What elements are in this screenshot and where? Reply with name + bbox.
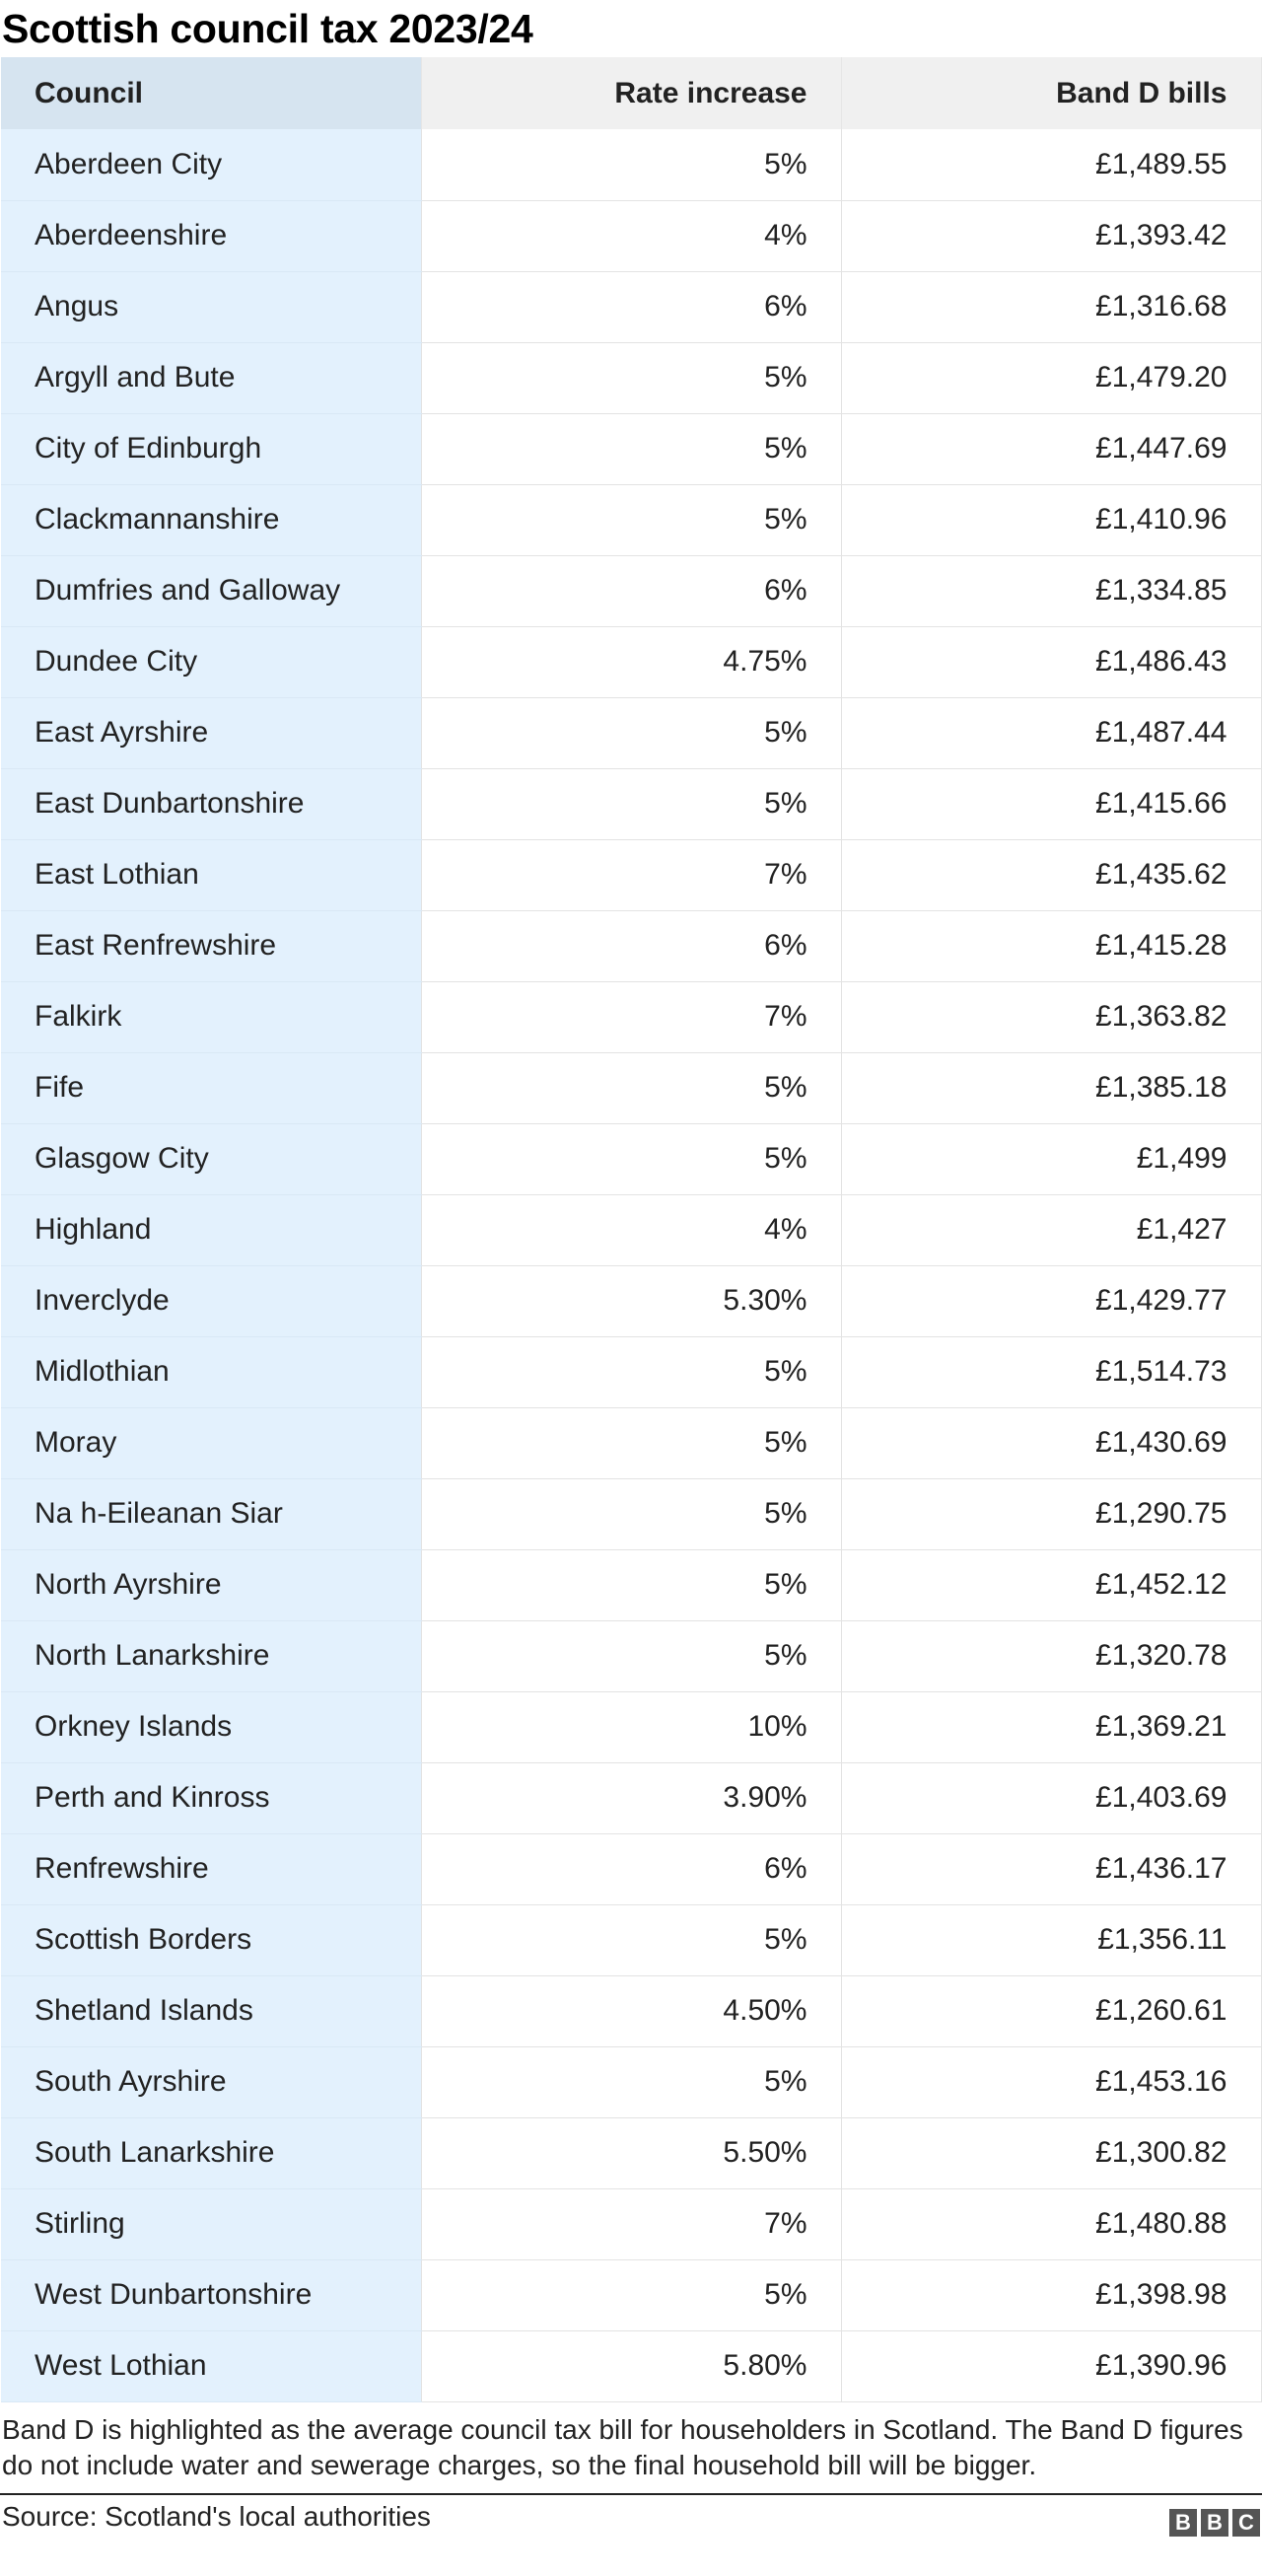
table-row xyxy=(1,768,1261,839)
table-row xyxy=(1,1052,1261,1123)
table-row xyxy=(1,1194,1261,1265)
cell-council: Aberdeen City xyxy=(1,129,421,200)
table-row xyxy=(1,1265,1261,1336)
cell-council: Highland xyxy=(1,1194,421,1265)
column-header-rate-increase: Rate increase xyxy=(421,57,841,129)
column-header-council: Council xyxy=(1,57,421,129)
cell-rate-increase: 5.30% xyxy=(421,1265,841,1336)
cell-rate-increase: 5% xyxy=(421,2046,841,2117)
table-row xyxy=(1,626,1261,697)
cell-council: South Lanarkshire xyxy=(1,2117,421,2188)
cell-rate-increase: 5% xyxy=(421,768,841,839)
cell-band-d-bill: £1,356.11 xyxy=(841,1904,1261,1975)
cell-council: Dundee City xyxy=(1,626,421,697)
cell-rate-increase: 5% xyxy=(421,1478,841,1549)
cell-rate-increase: 6% xyxy=(421,555,841,626)
table-row xyxy=(1,342,1261,413)
cell-council: East Ayrshire xyxy=(1,697,421,768)
bbc-logo xyxy=(1169,2509,1260,2537)
cell-band-d-bill: £1,290.75 xyxy=(841,1478,1261,1549)
cell-rate-increase: 6% xyxy=(421,910,841,981)
cell-band-d-bill: £1,430.69 xyxy=(841,1407,1261,1478)
table-row xyxy=(1,981,1261,1052)
cell-band-d-bill: £1,452.12 xyxy=(841,1549,1261,1620)
cell-rate-increase: 4.75% xyxy=(421,626,841,697)
cell-band-d-bill: £1,514.73 xyxy=(841,1336,1261,1407)
cell-council: South Ayrshire xyxy=(1,2046,421,2117)
cell-band-d-bill: £1,480.88 xyxy=(841,2188,1261,2259)
cell-band-d-bill: £1,393.42 xyxy=(841,200,1261,271)
table-row xyxy=(1,1833,1261,1904)
cell-council: North Lanarkshire xyxy=(1,1620,421,1691)
cell-band-d-bill: £1,436.17 xyxy=(841,1833,1261,1904)
cell-band-d-bill: £1,260.61 xyxy=(841,1975,1261,2046)
cell-rate-increase: 5% xyxy=(421,2259,841,2330)
table-row xyxy=(1,200,1261,271)
cell-rate-increase: 3.90% xyxy=(421,1762,841,1833)
cell-rate-increase: 5% xyxy=(421,129,841,200)
cell-rate-increase: 5.80% xyxy=(421,2330,841,2401)
cell-band-d-bill: £1,334.85 xyxy=(841,555,1261,626)
cell-rate-increase: 7% xyxy=(421,981,841,1052)
cell-rate-increase: 7% xyxy=(421,839,841,910)
cell-council: East Renfrewshire xyxy=(1,910,421,981)
cell-rate-increase: 5.50% xyxy=(421,2117,841,2188)
cell-band-d-bill: £1,435.62 xyxy=(841,839,1261,910)
footnote: Band D is highlighted as the average council tax bill for householders in Scotland. The Band D figures do not include water and sewerage charges, so the final household bill will be bigger. xyxy=(2,2413,1243,2480)
cell-council: Fife xyxy=(1,1052,421,1123)
table-body xyxy=(1,129,1261,2401)
table-row xyxy=(1,697,1261,768)
cell-band-d-bill: £1,499 xyxy=(841,1123,1261,1194)
cell-rate-increase: 5% xyxy=(421,1052,841,1123)
cell-council: Orkney Islands xyxy=(1,1691,421,1762)
table-row xyxy=(1,1975,1261,2046)
cell-rate-increase: 4% xyxy=(421,1194,841,1265)
table-row xyxy=(1,413,1261,484)
cell-rate-increase: 6% xyxy=(421,1833,841,1904)
cell-council: West Dunbartonshire xyxy=(1,2259,421,2330)
cell-council: Moray xyxy=(1,1407,421,1478)
cell-rate-increase: 10% xyxy=(421,1691,841,1762)
cell-band-d-bill: £1,410.96 xyxy=(841,484,1261,555)
table-row xyxy=(1,2259,1261,2330)
cell-rate-increase: 5% xyxy=(421,1123,841,1194)
source-text: Source: Scotland's local authorities xyxy=(2,2500,431,2532)
table-row xyxy=(1,2117,1261,2188)
cell-rate-increase: 5% xyxy=(421,1620,841,1691)
header-row xyxy=(1,57,1261,129)
table-row xyxy=(1,1691,1261,1762)
cell-band-d-bill: £1,489.55 xyxy=(841,129,1261,200)
cell-council: Glasgow City xyxy=(1,1123,421,1194)
cell-band-d-bill: £1,415.28 xyxy=(841,910,1261,981)
logo-letter-c: C xyxy=(1232,2509,1260,2537)
cell-rate-increase: 5% xyxy=(421,342,841,413)
cell-council: Angus xyxy=(1,271,421,342)
table-row xyxy=(1,839,1261,910)
cell-rate-increase: 5% xyxy=(421,1549,841,1620)
table-row xyxy=(1,1620,1261,1691)
cell-council: Stirling xyxy=(1,2188,421,2259)
cell-council: Shetland Islands xyxy=(1,1975,421,2046)
cell-band-d-bill: £1,398.98 xyxy=(841,2259,1261,2330)
cell-band-d-bill: £1,486.43 xyxy=(841,626,1261,697)
cell-rate-increase: 5% xyxy=(421,1904,841,1975)
cell-rate-increase: 5% xyxy=(421,413,841,484)
cell-band-d-bill: £1,427 xyxy=(841,1194,1261,1265)
cell-council: Midlothian xyxy=(1,1336,421,1407)
cell-band-d-bill: £1,447.69 xyxy=(841,413,1261,484)
cell-band-d-bill: £1,479.20 xyxy=(841,342,1261,413)
cell-rate-increase: 5% xyxy=(421,1336,841,1407)
table-row xyxy=(1,484,1261,555)
cell-council: Perth and Kinross xyxy=(1,1762,421,1833)
table-header xyxy=(1,57,1261,129)
cell-council: East Lothian xyxy=(1,839,421,910)
cell-rate-increase: 4% xyxy=(421,200,841,271)
cell-band-d-bill: £1,403.69 xyxy=(841,1762,1261,1833)
cell-band-d-bill: £1,453.16 xyxy=(841,2046,1261,2117)
table-row xyxy=(1,1904,1261,1975)
table-row xyxy=(1,1549,1261,1620)
cell-rate-increase: 5% xyxy=(421,1407,841,1478)
cell-council: Scottish Borders xyxy=(1,1904,421,1975)
cell-rate-increase: 6% xyxy=(421,271,841,342)
cell-rate-increase: 4.50% xyxy=(421,1975,841,2046)
cell-rate-increase: 5% xyxy=(421,484,841,555)
cell-band-d-bill: £1,487.44 xyxy=(841,697,1261,768)
cell-band-d-bill: £1,300.82 xyxy=(841,2117,1261,2188)
cell-band-d-bill: £1,316.68 xyxy=(841,271,1261,342)
cell-council: Argyll and Bute xyxy=(1,342,421,413)
chart-title: Scottish council tax 2023/24 xyxy=(2,6,533,51)
table-row xyxy=(1,910,1261,981)
cell-council: Aberdeenshire xyxy=(1,200,421,271)
council-tax-table xyxy=(1,57,1262,2402)
cell-council: North Ayrshire xyxy=(1,1549,421,1620)
cell-council: Clackmannanshire xyxy=(1,484,421,555)
cell-council: Renfrewshire xyxy=(1,1833,421,1904)
table-row xyxy=(1,1336,1261,1407)
logo-letter-b2: B xyxy=(1201,2509,1228,2537)
cell-rate-increase: 5% xyxy=(421,697,841,768)
cell-council: Inverclyde xyxy=(1,1265,421,1336)
cell-band-d-bill: £1,415.66 xyxy=(841,768,1261,839)
cell-band-d-bill: £1,369.21 xyxy=(841,1691,1261,1762)
table-row xyxy=(1,1762,1261,1833)
table-row xyxy=(1,1123,1261,1194)
table-row xyxy=(1,2188,1261,2259)
cell-council: City of Edinburgh xyxy=(1,413,421,484)
cell-council: Na h-Eileanan Siar xyxy=(1,1478,421,1549)
table-row xyxy=(1,271,1261,342)
logo-letter-b1: B xyxy=(1169,2509,1197,2537)
table-row xyxy=(1,129,1261,200)
cell-band-d-bill: £1,390.96 xyxy=(841,2330,1261,2401)
column-header-band-d-bills: Band D bills xyxy=(841,57,1261,129)
table-row xyxy=(1,2046,1261,2117)
table-row xyxy=(1,2330,1261,2401)
cell-council: East Dunbartonshire xyxy=(1,768,421,839)
cell-rate-increase: 7% xyxy=(421,2188,841,2259)
cell-council: Dumfries and Galloway xyxy=(1,555,421,626)
footer xyxy=(0,2493,1262,2539)
cell-band-d-bill: £1,429.77 xyxy=(841,1265,1261,1336)
table-row xyxy=(1,1478,1261,1549)
table-row xyxy=(1,1407,1261,1478)
cell-band-d-bill: £1,385.18 xyxy=(841,1052,1261,1123)
cell-band-d-bill: £1,320.78 xyxy=(841,1620,1261,1691)
cell-council: Falkirk xyxy=(1,981,421,1052)
cell-council: West Lothian xyxy=(1,2330,421,2401)
cell-band-d-bill: £1,363.82 xyxy=(841,981,1261,1052)
table-row xyxy=(1,555,1261,626)
